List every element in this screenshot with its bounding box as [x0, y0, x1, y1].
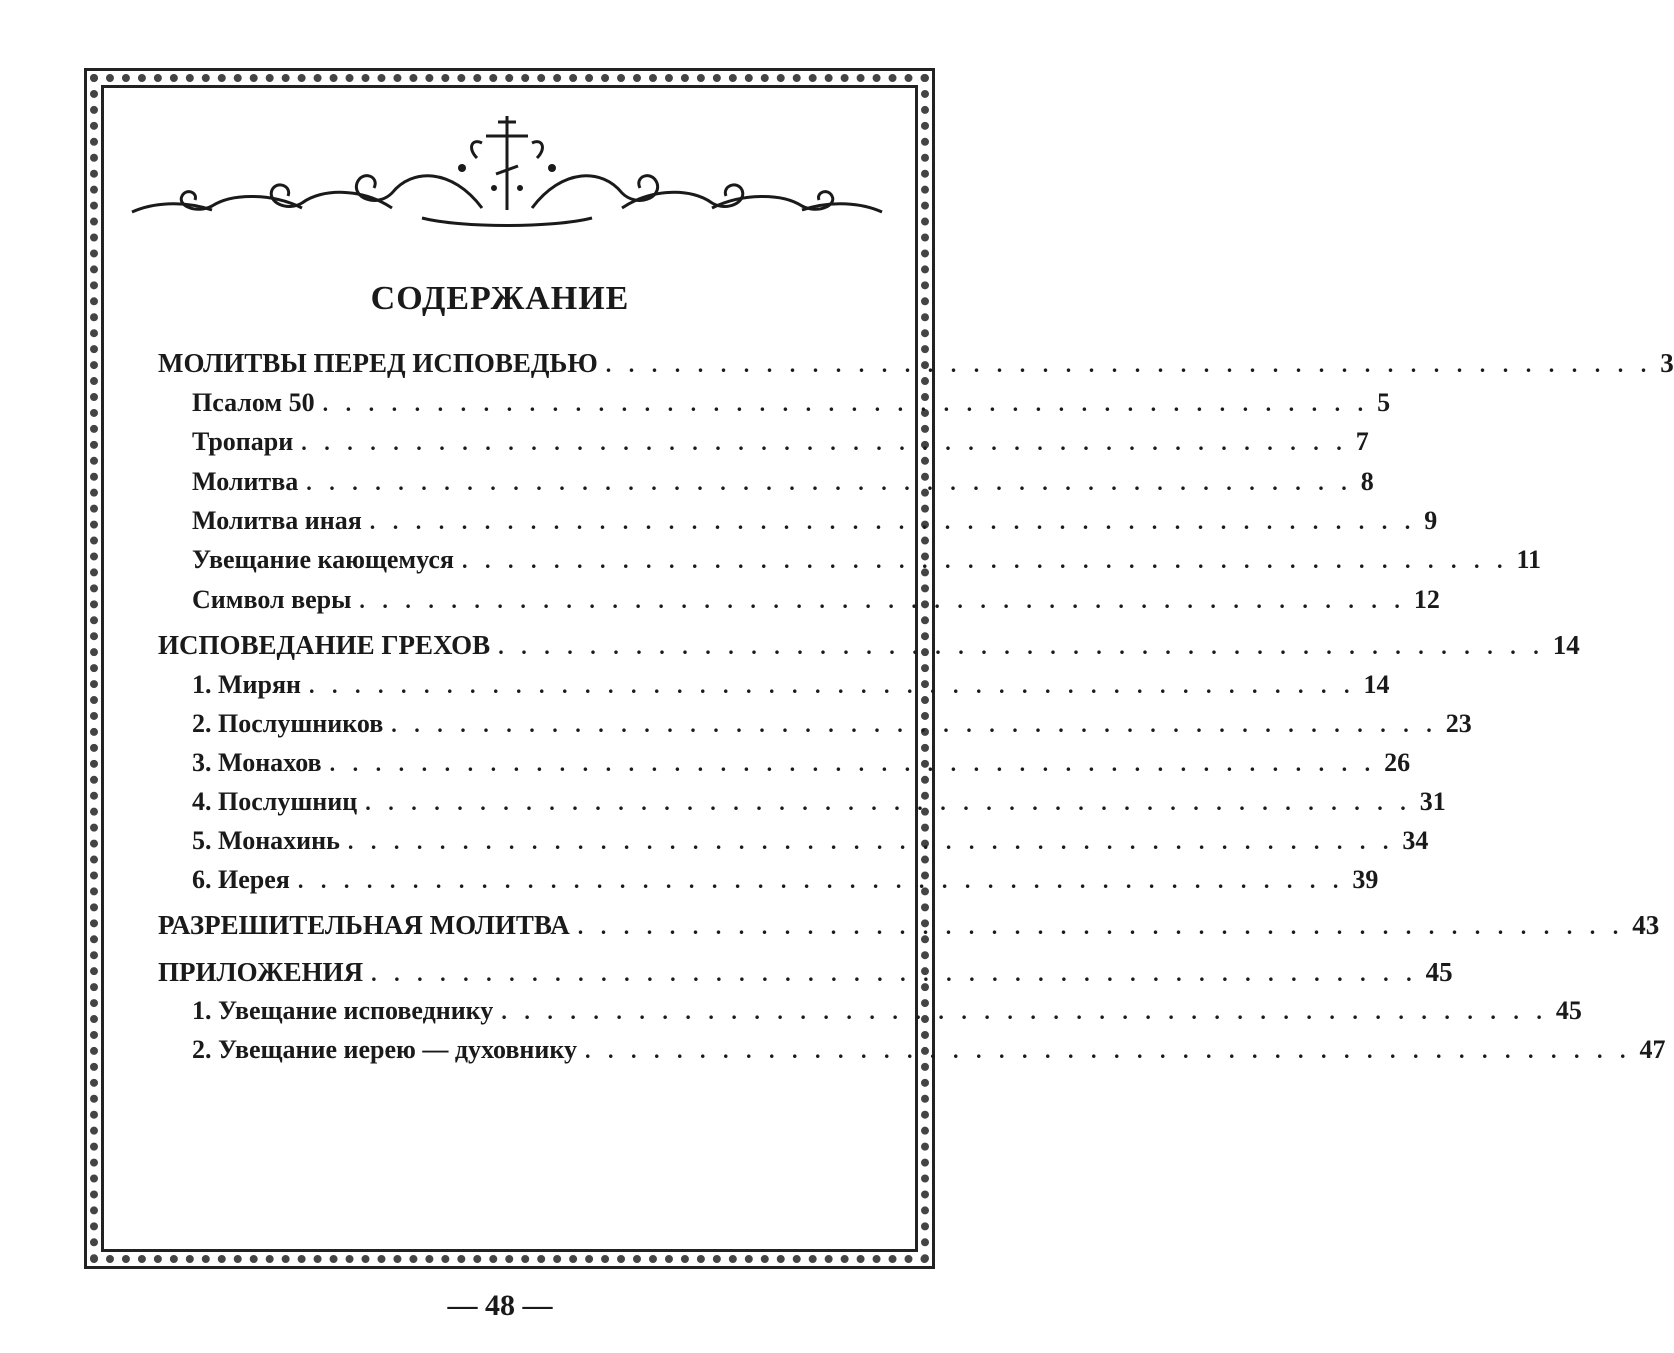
toc-entry-page: 7 — [1355, 427, 1369, 456]
toc-entry — [158, 348, 1674, 379]
page-title: СОДЕРЖАНИЕ — [370, 280, 630, 317]
toc-entry-label: Псалом 50 — [192, 388, 315, 417]
toc-entry — [192, 585, 1440, 615]
toc-entry-page: 34 — [1402, 826, 1429, 855]
toc-entry — [192, 996, 1582, 1026]
decorative-border — [84, 68, 935, 1269]
toc-entry-page: 45 — [1555, 996, 1582, 1025]
toc-entry-label: 1. Мирян — [192, 670, 302, 699]
toc-entry — [192, 467, 1374, 497]
toc-entry-label: Символ веры — [192, 585, 352, 614]
toc-entry-page: 26 — [1384, 748, 1411, 777]
toc-entry-page: 23 — [1445, 709, 1472, 738]
toc-entry-page: 8 — [1360, 467, 1374, 496]
dot-leader: . . . . . . . . . . . . . . . . . . . . . . . . . . . . . . . . . . . . . . . . . . . . . . — [585, 1038, 1632, 1063]
dot-leader: . . . . . . . . . . . . . . . . . . . . . . . . . . . . . . . . . . . . . . . . . . . . . . — [329, 751, 1377, 776]
toc-entry-page: 45 — [1425, 957, 1453, 987]
toc-entry — [192, 427, 1369, 457]
inner-border — [101, 85, 918, 1252]
toc-entry — [192, 826, 1429, 856]
toc-entry-page: 43 — [1632, 910, 1660, 940]
toc-entry-label: 2. Послушников — [192, 709, 384, 738]
toc-entry-label: 3. Монахов — [192, 748, 322, 777]
toc-entry — [158, 630, 1580, 661]
page-number: — 48 — — [447, 1289, 553, 1322]
toc-entry-label: 1. Увещание исповеднику — [192, 996, 494, 1025]
toc-entry — [192, 506, 1438, 536]
dot-leader: . . . . . . . . . . . . . . . . . . . . . . . . . . . . . . . . . . . . . . . . . . . . . . — [365, 790, 1412, 815]
toc-entry-page: 9 — [1424, 506, 1438, 535]
dot-leader: . . . . . . . . . . . . . . . . . . . . . . . . . . . . . . . . . . . . . . . . . . . . . . — [461, 548, 1509, 573]
toc-entry-page: 31 — [1419, 787, 1446, 816]
toc-entry-label: Молитва иная — [192, 506, 362, 535]
toc-entry-page: 14 — [1552, 630, 1580, 660]
dot-leader: . . . . . . . . . . . . . . . . . . . . . . . . . . . . . . . . . . . . . . . . . . . . . . — [501, 999, 1548, 1024]
toc-entry — [192, 709, 1472, 739]
toc-entry — [158, 957, 1453, 988]
dot-leader: . . . . . . . . . . . . . . . . . . . . . . . . . . . . . . . . . . . . . . . . . . . . . . — [391, 712, 1438, 737]
toc-entry — [192, 1035, 1666, 1065]
toc-entry — [192, 787, 1446, 817]
dot-leader: . . . . . . . . . . . . . . . . . . . . . . . . . . . . . . . . . . . . . . . . . . . . . . — [306, 470, 1353, 495]
dot-leader: . . . . . . . . . . . . . . . . . . . . . . . . . . . . . . . . . . . . . . . . . . . . . . — [371, 961, 1418, 986]
toc-entry — [192, 865, 1379, 895]
toc-entry — [192, 748, 1411, 778]
toc-entry-label: Тропари — [192, 427, 294, 456]
toc-entry-label: 2. Увещание иерею — духовнику — [192, 1035, 577, 1064]
toc-entry-page: 3 — [1660, 348, 1674, 378]
dot-leader: . . . . . . . . . . . . . . . . . . . . . . . . . . . . . . . . . . . . . . . . . . . . . . — [359, 588, 1406, 613]
dot-leader: . . . . . . . . . . . . . . . . . . . . . . . . . . . . . . . . . . . . . . . . . . . . . . — [369, 509, 1417, 534]
toc-entry — [192, 388, 1391, 418]
dot-leader: . . . . . . . . . . . . . . . . . . . . . . . . . . . . . . . . . . . . . . . . . . . . . . — [309, 673, 1356, 698]
toc-entry — [192, 545, 1542, 575]
dot-leader: . . . . . . . . . . . . . . . . . . . . . . . . . . . . . . . . . . . . . . . . . . . . . . — [347, 829, 1395, 854]
cross-ornament-icon — [122, 108, 882, 233]
dot-leader: . . . . . . . . . . . . . . . . . . . . . . . . . . . . . . . . . . . . . . . . . . . . . . — [498, 634, 1545, 659]
dot-leader: . . . . . . . . . . . . . . . . . . . . . . . . . . . . . . . . . . . . . . . . . . . . . . — [605, 352, 1653, 377]
toc-entry-label: 5. Монахинь — [192, 826, 340, 855]
dot-leader: . . . . . . . . . . . . . . . . . . . . . . . . . . . . . . . . . . . . . . . . . . . . . . — [322, 391, 1370, 416]
toc-entry-label: ИСПОВЕДАНИЕ ГРЕХОВ — [158, 630, 491, 660]
toc-entry — [192, 670, 1390, 700]
dot-leader: . . . . . . . . . . . . . . . . . . . . . . . . . . . . . . . . . . . . . . . . . . . . . . — [577, 914, 1625, 939]
dot-leader: . . . . . . . . . . . . . . . . . . . . . . . . . . . . . . . . . . . . . . . . . . . . . . — [297, 868, 1345, 893]
toc-entry-label: Увещание кающемуся — [192, 545, 454, 574]
toc-entry-page: 5 — [1377, 388, 1391, 417]
toc-entry-page: 14 — [1363, 670, 1390, 699]
toc-entry-page: 39 — [1352, 865, 1379, 894]
toc-entry-page: 12 — [1413, 585, 1440, 614]
toc-entry — [158, 910, 1660, 941]
toc-entry-label: 6. Иерея — [192, 865, 290, 894]
toc-entry-label: РАЗРЕШИТЕЛЬНАЯ МОЛИТВА — [158, 910, 570, 940]
dot-leader: . . . . . . . . . . . . . . . . . . . . . . . . . . . . . . . . . . . . . . . . . . . . . . — [301, 430, 1348, 455]
toc-entry-label: Молитва — [192, 467, 299, 496]
toc-entry-label: 4. Послушниц — [192, 787, 358, 816]
toc-entry-page: 11 — [1516, 545, 1542, 574]
toc-entry-page: 47 — [1639, 1035, 1666, 1064]
toc-entry-label: МОЛИТВЫ ПЕРЕД ИСПОВЕДЬЮ — [158, 348, 598, 378]
toc-entry-label: ПРИЛОЖЕНИЯ — [158, 957, 364, 987]
